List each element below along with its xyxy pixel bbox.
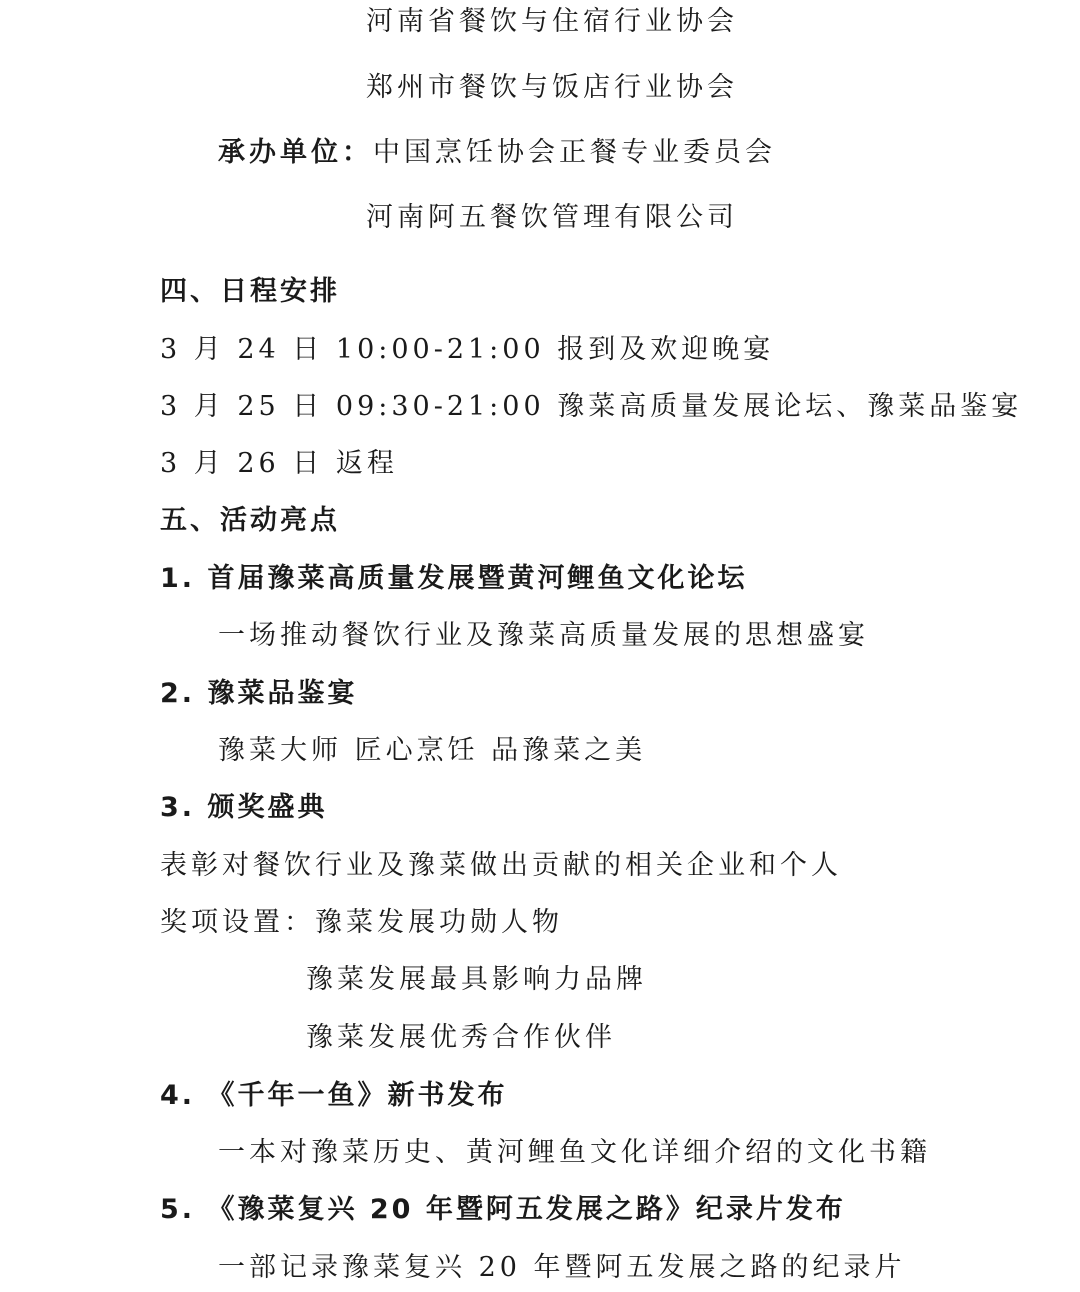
schedule-event: 返程 bbox=[335, 448, 398, 479]
schedule-event: 报到及欢迎晚宴 bbox=[557, 334, 775, 365]
schedule-time: 10:00-21:00 bbox=[335, 334, 545, 365]
schedule-date: 3 月 24 日 bbox=[160, 334, 324, 365]
schedule-row bbox=[160, 333, 774, 367]
highlight-desc: 豫菜大师 匠心烹饪 品豫菜之美 bbox=[218, 735, 647, 766]
support-unit-2: 郑州市餐饮与饭店行业协会 bbox=[366, 72, 738, 103]
award-item: 豫菜发展功勋人物 bbox=[315, 907, 563, 938]
schedule-time: 09:30-21:00 bbox=[335, 391, 545, 422]
schedule-date: 3 月 26 日 bbox=[160, 448, 324, 479]
highlight-title: 5. 《豫菜复兴 20 年暨阿五发展之路》纪录片发布 bbox=[160, 1194, 846, 1225]
schedule-heading: 四、日程安排 bbox=[160, 276, 340, 307]
schedule-event: 豫菜高质量发展论坛、豫菜品鉴宴 bbox=[557, 391, 1023, 422]
highlight-title: 4. 《千年一鱼》新书发布 bbox=[160, 1080, 508, 1111]
host-unit-2: 河南阿五餐饮管理有限公司 bbox=[366, 202, 738, 233]
schedule-date: 3 月 25 日 bbox=[160, 391, 324, 422]
highlight-desc: 表彰对餐饮行业及豫菜做出贡献的相关企业和个人 bbox=[160, 850, 842, 881]
highlight-title: 1. 首届豫菜高质量发展暨黄河鲤鱼文化论坛 bbox=[160, 563, 748, 594]
highlight-title: 3. 颁奖盛典 bbox=[160, 792, 328, 823]
highlight-desc: 一场推动餐饮行业及豫菜高质量发展的思想盛宴 bbox=[218, 620, 869, 651]
highlights-heading: 五、活动亮点 bbox=[160, 505, 340, 536]
schedule-row bbox=[160, 390, 1022, 424]
highlight-title: 2. 豫菜品鉴宴 bbox=[160, 678, 358, 709]
schedule-row bbox=[160, 447, 398, 481]
host-unit-1: 中国烹饪协会正餐专业委员会 bbox=[373, 137, 776, 168]
host-units-label: 承办单位： bbox=[218, 137, 373, 168]
awards-row bbox=[160, 906, 563, 940]
award-item: 豫菜发展优秀合作伙伴 bbox=[306, 1022, 616, 1053]
highlight-desc: 一本对豫菜历史、黄河鲤鱼文化详细介绍的文化书籍 bbox=[218, 1137, 931, 1168]
award-item: 豫菜发展最具影响力品牌 bbox=[306, 964, 647, 995]
awards-label: 奖项设置： bbox=[160, 907, 315, 938]
support-unit-1: 河南省餐饮与住宿行业协会 bbox=[366, 6, 738, 37]
highlight-desc: 一部记录豫菜复兴 20 年暨阿五发展之路的纪录片 bbox=[218, 1252, 906, 1283]
host-units-row bbox=[218, 136, 776, 170]
